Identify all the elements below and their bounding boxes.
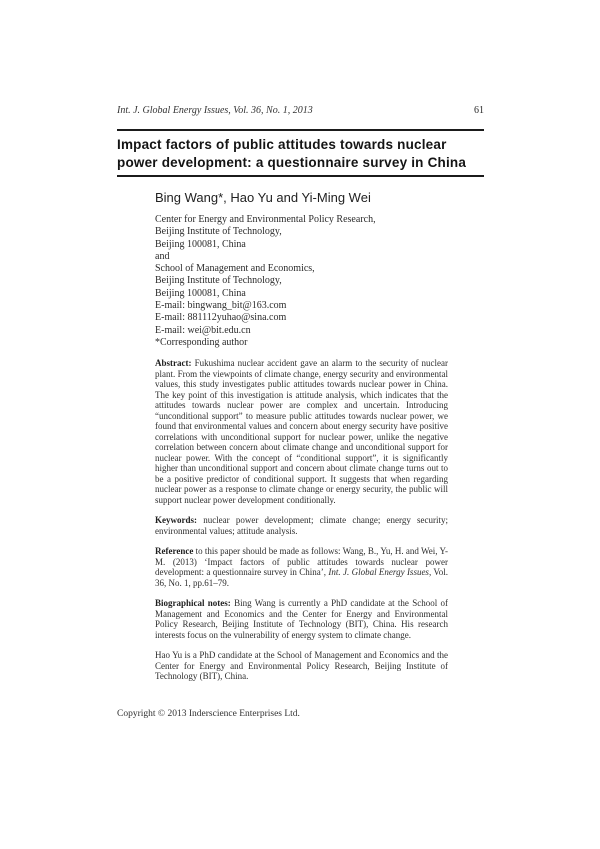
reference-paragraph: [155, 546, 448, 588]
bio-text: Hao Yu is a PhD candidate at the School of Management and Economics and the Center for Energy and Environmental Policy Research, Beijing Institute of Technology (BIT), China.: [155, 650, 448, 682]
email-line: E-mail: 881112yuhao@sina.com: [155, 312, 287, 324]
corresponding-author-note: *Corresponding author: [155, 336, 248, 348]
affiliation-line: Beijing 100081, China: [155, 238, 246, 250]
paper-title-line1: Impact factors of public attitudes towards nuclear: [117, 137, 447, 152]
affiliation-line: Beijing 100081, China: [155, 287, 246, 299]
email-line: E-mail: wei@bit.edu.cn: [155, 324, 251, 336]
abstract-paragraph: [155, 358, 448, 505]
affiliation-line: Center for Energy and Environmental Policy Research,: [155, 214, 376, 225]
affiliation-line: and: [155, 250, 170, 262]
affiliation-line: Beijing Institute of Technology,: [155, 226, 282, 238]
email-line: E-mail: bingwang_bit@163.com: [155, 300, 287, 312]
title-rule-bottom: [117, 175, 484, 177]
affiliation-block: [155, 214, 448, 349]
journal-header: Int. J. Global Energy Issues, Vol. 36, No. 1, 2013: [117, 105, 313, 116]
page-content: [117, 105, 484, 720]
reference-journal-name: Int. J. Global Energy Issues,: [328, 567, 432, 578]
keywords-label: Keywords:: [155, 515, 197, 526]
title-rule-top: [117, 129, 484, 131]
abstract-label: Abstract:: [155, 358, 192, 369]
page-number: 61: [474, 105, 484, 116]
keywords-text: nuclear power development; climate change; energy security; environmental values; attitude analysis.: [155, 515, 449, 536]
reference-label: Reference: [155, 546, 194, 557]
keywords-paragraph: [155, 515, 448, 536]
copyright-line: Copyright © 2013 Inderscience Enterprises Ltd.: [117, 708, 300, 719]
abstract-text: Fukushima nuclear accident gave an alarm to the security of nuclear plant. From the viewpoints of climate change, energy security and environmental values, this study investigates public attitudes towards nuclear power in China. The key point of this investigation is attitude analysis, which indicates that the attitudes towards nuclear power are complex and uncertain. Introducing “unconditional support” to measure public attitudes towards nuclear power, we found that environmental values and concern about energy security have positive correlations with unconditional support for nuclear power, unlike the negative correlation between concern about climate change and unconditional support for nuclear power. With the concept of “conditional support”, it is significantly higher than unconditional support and concern about climate change turns out to be a positive predictor of conditional support. It suggests that when regarding nuclear power as a response to climate change or energy security, the public will support nuclear power development conditionally.: [155, 358, 449, 505]
reference-text-after: Vol. 36, No. 1, pp.61–79.: [155, 567, 448, 588]
bio-paragraph-hao-yu: [155, 650, 448, 682]
running-header: [117, 105, 484, 117]
reference-text-before: to this paper should be made as follows: Wang, B., Yu, H. and Wei, Y-M. (2013) ‘Impact factors of public attitudes towards nuclear power development: a questionnaire survey in China’,: [155, 546, 448, 578]
bio-text: Bing Wang is currently a PhD candidate at the School of Management and Economics and the Center for Energy and Environmental Policy Research, Beijing Institute of Technology (BIT), China. His research interests focus on the vulnerability of energy system to climate change.: [155, 598, 448, 640]
affiliation-line: School of Management and Economics,: [155, 263, 315, 275]
body-column: [155, 190, 448, 682]
paper-title: [117, 136, 484, 171]
bio-label: Biographical notes:: [155, 598, 231, 609]
bio-paragraph-bing-wang: [155, 598, 448, 640]
paper-title-line2: power development: a questionnaire survey in China: [117, 154, 467, 170]
affiliation-line: Beijing Institute of Technology,: [155, 275, 282, 287]
authors-line: Bing Wang*, Hao Yu and Yi-Ming Wei: [155, 190, 371, 205]
